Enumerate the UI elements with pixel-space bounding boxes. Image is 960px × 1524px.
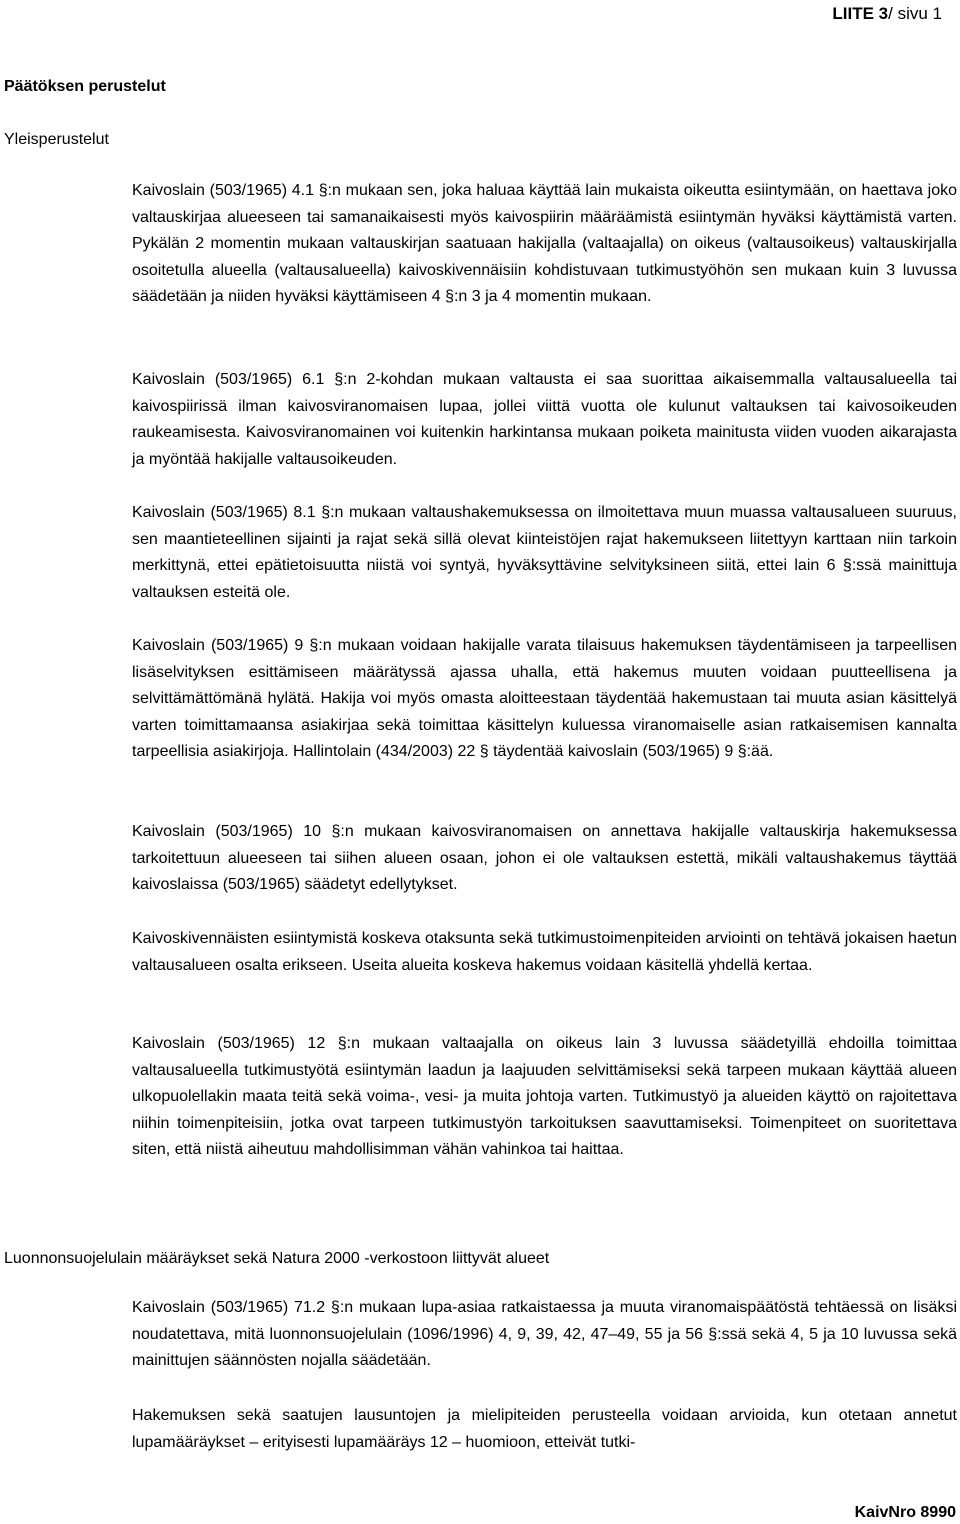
- paragraph-5: Kaivoslain (503/1965) 10 §:n mukaan kaivosviranomaisen on annettava hakijalle valtauskirja hakemuksessa tarkoitettuun alueeseen tai siihen alueen osaan, johon ei ole valtauksen estettä, mikäli valtaushakemus täyttää kaivoslaissa (503/1965) säädetyt edellytykset.: [132, 823, 957, 894]
- page-header: [832, 4, 942, 24]
- paragraph-8: Kaivoslain (503/1965) 71.2 §:n mukaan lupa-asiaa ratkaistaessa ja muuta viranomaispäätöstä tehtäessä on lisäksi noudatettava, mitä luonnonsuojelulain (1096/1996) 4, 9, 39, 42, 47–49, 55 ja 56 §:ssä sekä 4, 5 ja 10 luvussa sekä mainittujen säännösten nojalla säädetään.: [132, 1299, 957, 1370]
- attachment-label: LIITE 3: [832, 4, 889, 23]
- document-number: KaivNro 8990: [854, 1504, 956, 1521]
- paragraph-9: Hakemuksen sekä saatujen lausuntojen ja mielipiteiden perusteella voidaan arvioida, kun otetaan annetut lupamääräykset – erityisesti lupamääräys 12 – huomioon, etteivät tutki-: [132, 1407, 957, 1451]
- subsection-title: Yleisperustelut: [4, 131, 109, 148]
- paragraph-6: Kaivoskivennäisten esiintymistä koskeva otaksunta sekä tutkimustoimenpiteiden arviointi on tehtävä jokaisen haetun valtausalueen osalta erikseen. Useita alueita koskeva hakemus voidaan käsitellä yhdellä kertaa.: [132, 930, 957, 974]
- page-number: / sivu 1: [888, 4, 942, 23]
- paragraph-4: Kaivoslain (503/1965) 9 §:n mukaan voidaan hakijalle varata tilaisuus hakemuksen täydentämiseen ja tarpeellisen lisäselvityksen esittämiseen määrätyssä ajassa uhalla, että hakemus muuten voidaan puutteellisena ja selvittämättömänä hylätä. Hakija voi myös omasta aloitteestaan täydentää hakemustaan tai muuta asian käsittelyä varten toimittamaansa asiakirjaa sekä toimittaa käsittelyn kuluessa viranomaiselle asian ratkaisemisen kannalta tarpeellisia asiakirjoja. Hallintolain (434/2003) 22 § täydentää kaivoslain (503/1965) 9 §:ää.: [132, 637, 957, 761]
- paragraph-1: Kaivoslain (503/1965) 4.1 §:n mukaan sen, joka haluaa käyttää lain mukaista oikeutta esiintymään, on haettava joko valtauskirjaa alueeseen tai samanaikaisesti myös kaivospiirin määräämistä esiintymän hyväksi käyttämistä varten. Pykälän 2 momentin mukaan valtauskirjan saatuaan hakijalla (valtaajalla) on oikeus (valtausoikeus) valtauskirjalla osoitetulla alueella (valtausalueella) kaivoskivennäisiin kohdistuvaan tutkimustyöhön sen mukaan kuin 3 luvussa säädetään ja niiden hyväksi käyttämiseen 4 §:n 3 ja 4 momentin mukaan.: [132, 182, 957, 306]
- section-2-title: Luonnonsuojelulain määräykset sekä Natura 2000 -verkostoon liittyvät alueet: [4, 1250, 550, 1267]
- paragraph-7: Kaivoslain (503/1965) 12 §:n mukaan valtaajalla on oikeus lain 3 luvussa säädetyillä ehdoilla toimittaa valtausalueella tutkimustyötä esiintymän laadun ja laajuuden selvittämiseksi sekä tarpeen mukaan käyttää alueen ulkopuolellakin maata teitä sekä voima-, vesi- ja muita johtoja varten. Tutkimustyö ja alueiden käyttö on rajoitettava niihin toimenpiteisiin, jotka ovat tarpeen tutkimustyön tarkoituksen saavuttamiseksi. Toimenpiteet on suoritettava siten, että niistä aiheutuu mahdollisimman vähän vahinkoa tai haittaa.: [132, 1035, 957, 1159]
- paragraph-2: Kaivoslain (503/1965) 6.1 §:n 2-kohdan mukaan valtausta ei saa suorittaa aikaisemmalla valtausalueella tai kaivospiirissä ilman kaivosviranomaisen lupaa, jollei viittä vuotta ole kulunut valtauksen tai kaivosoikeuden raukeamisesta. Kaivosviranomainen voi kuitenkin harkintansa mukaan poiketa mainitusta viiden vuoden aikarajasta ja myöntää hakijalle valtausoikeuden.: [132, 371, 957, 468]
- paragraph-3: Kaivoslain (503/1965) 8.1 §:n mukaan valtaushakemuksessa on ilmoitettava muun muassa valtausalueen suuruus, sen maantieteellinen sijainti ja rajat sekä sillä olevat kiinteistöjen rajat hakemukseen liitettyyn karttaan niin tarkoin merkittynä, ettei epätietoisuutta niistä voi syntyä, hyväksyttävine selvityksineen siitä, ettei lain 6 §:ssä mainittuja valtauksen esteitä ole.: [132, 504, 957, 601]
- section-title: Päätöksen perustelut: [4, 78, 166, 95]
